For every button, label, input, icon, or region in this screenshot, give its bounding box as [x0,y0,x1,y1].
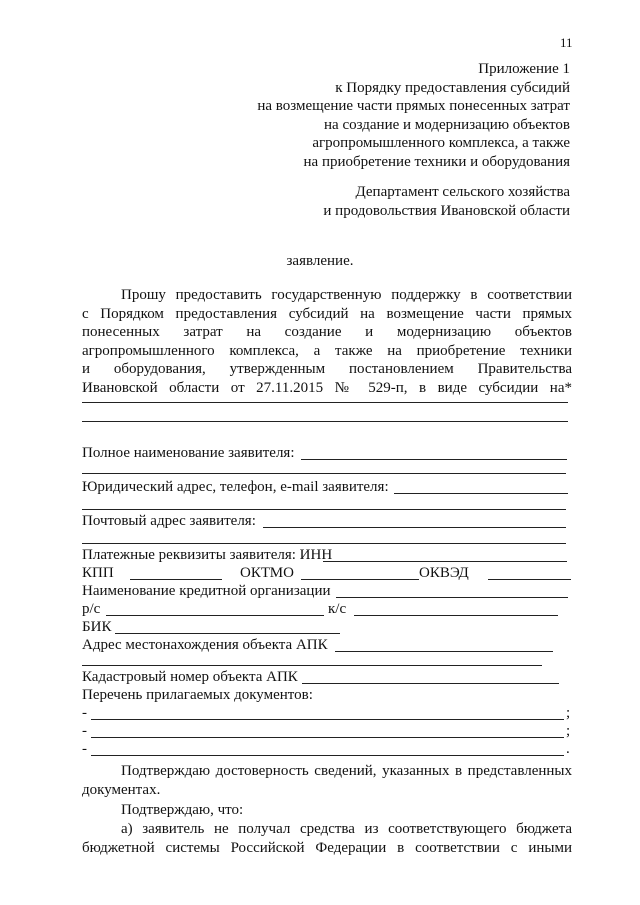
documents-list-label: Перечень прилагаемых документов: [82,687,313,703]
bank-name-label: Наименование кредитной организации [82,583,331,599]
subsidy-purpose-line[interactable] [82,401,568,403]
request-line: понесенных затрат на создание и модернизацию объектов [82,324,572,341]
cadastral-field[interactable] [302,668,559,684]
addressee-line: Департамент сельского хозяйства [355,184,570,200]
oktmo-label: ОКТМО [240,565,294,581]
annex-line: Приложение 1 [478,61,570,77]
postal-address-field[interactable] [263,512,566,528]
legal-address-field-continued[interactable] [82,508,566,510]
confirm-line: бюджетной системы Российской Федерации в соответствии с иными [82,839,572,856]
kpp-field[interactable] [130,564,222,580]
list-bullet: - [82,705,87,721]
confirm-heading: Подтверждаю, что: [121,802,244,818]
document-list-item [82,722,572,740]
list-bullet: - [82,741,87,757]
full-name-row [82,444,572,462]
inn-field[interactable] [323,546,567,562]
annex-line: на создание и модернизацию объектов [324,116,570,133]
list-bullet: - [82,723,87,739]
annex-line: к Порядку предоставления субсидий [335,79,570,96]
page-number: 11 [560,35,573,50]
full-name-label: Полное наименование заявителя: [82,445,295,461]
confirm-item-a [82,820,572,857]
apk-address-field[interactable] [335,636,553,652]
corr-account-field[interactable] [354,600,558,616]
full-name-field[interactable] [301,444,567,460]
annex-line: на возмещение части прямых понесенных затрат [257,98,570,115]
list-separator: ; [566,723,571,739]
annex-line: агропромышленного комплекса, а также [312,135,570,152]
list-separator: ; [566,705,571,721]
document-entry-field[interactable] [91,704,564,720]
postal-address-label: Почтовый адрес заявителя: [82,513,256,529]
document-title: заявление. [286,253,354,269]
annex-header [257,60,570,172]
account-field[interactable] [106,600,324,616]
inn-row [82,546,572,564]
addressee-line: и продовольствия Ивановской области [323,202,570,219]
apk-address-label: Адрес местонахождения объекта АПК [82,637,328,653]
bank-name-field[interactable] [336,582,568,598]
postal-address-row [82,512,572,530]
request-line: агропромышленного комплекса, а также на приобретение техники [82,342,572,359]
okved-field[interactable] [488,564,571,580]
account-label: р/с [82,601,101,617]
payment-details-label: Платежные реквизиты заявителя: ИНН [82,547,333,563]
apk-address-field-continued[interactable] [82,664,542,666]
cadastral-row [82,668,572,686]
reliability-line: документах. [82,781,161,798]
okved-label: ОКВЭД [419,565,469,581]
document-entry-field[interactable] [91,740,564,756]
document-list-item [82,740,572,758]
cadastral-label: Кадастровый номер объекта АПК [82,669,298,685]
apk-address-row [82,636,572,654]
request-line: Прошу предоставить государственную поддержку в соответствии [121,287,572,303]
confirm-line: а) заявитель не получал средства из соответствующего бюджета [121,821,572,837]
legal-address-field[interactable] [394,478,568,494]
request-line: Ивановской области от 27.11.2015 № 529-п, в виде субсидии на* [82,379,572,396]
legal-address-label: Юридический адрес, телефон, e-mail заявителя: [82,479,389,495]
annex-line: на приобретение техники и оборудования [303,153,570,170]
addressee [323,183,570,220]
request-line: и оборудования, утвержденным постановлением Правительства [82,361,572,378]
bik-field[interactable] [115,618,340,634]
bik-label: БИК [82,619,112,635]
legal-address-row [82,478,572,496]
kpp-label: КПП [82,565,114,581]
bank-row [82,582,572,600]
request-paragraph [82,286,572,398]
list-separator: . [566,741,570,757]
oktmo-field[interactable] [301,564,419,580]
subsidy-purpose-line[interactable] [82,420,568,422]
postal-address-field-continued[interactable] [82,542,566,544]
full-name-field-continued[interactable] [82,472,566,474]
accounts-row [82,600,572,618]
codes-row [82,564,572,582]
document-entry-field[interactable] [91,722,564,738]
request-line: с Порядком предоставления субсидий на возмещение части прямых [82,305,572,322]
reliability-paragraph [82,762,572,799]
corr-account-label: к/с [328,601,347,617]
document-list-item [82,704,572,722]
reliability-line: Подтверждаю достоверность сведений, указанных в представленных [121,763,572,779]
bik-row [82,618,572,636]
